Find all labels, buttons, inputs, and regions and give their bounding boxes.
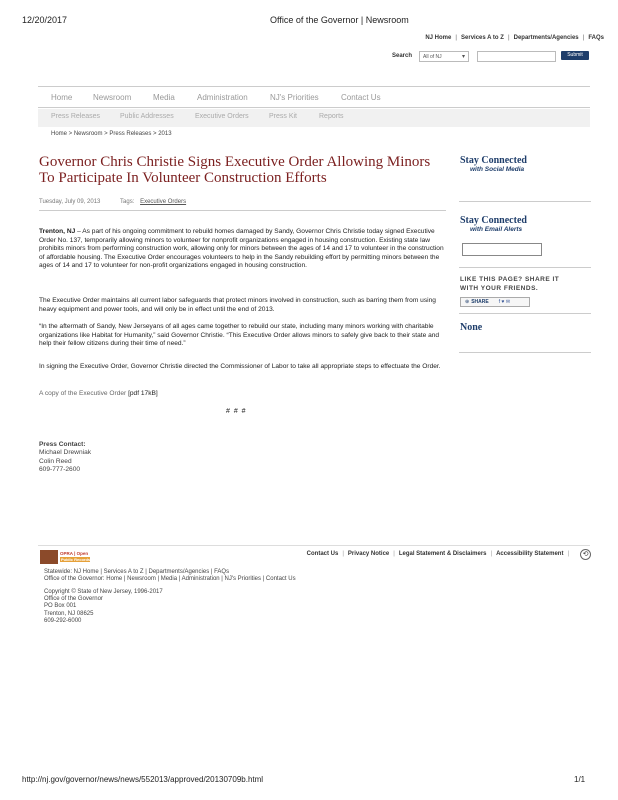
email-alerts-link[interactable]: with Email Alerts xyxy=(470,226,523,233)
opra-logo[interactable] xyxy=(40,550,98,564)
sidebar-divider xyxy=(459,201,591,202)
none-title: None xyxy=(460,322,483,333)
opra-logo-mark xyxy=(40,550,58,564)
office-links[interactable]: Office of the Governor: Home | Newsroom | Media | Administration | NJ's Priorities | Contact Us xyxy=(44,576,296,582)
search-label: Search xyxy=(392,53,413,59)
sidebar-divider xyxy=(459,267,591,268)
footer-link-privacy[interactable]: Privacy Notice xyxy=(347,551,390,557)
footer-address xyxy=(44,589,163,625)
print-page-number: 1/1 xyxy=(574,775,586,784)
address-line: Trenton, NJ 08625 xyxy=(44,610,94,617)
search-scope-value: All of NJ xyxy=(423,54,442,60)
stay-connected-email-title: Stay Connected xyxy=(460,215,527,226)
statewide-links[interactable]: Statewide: NJ Home | Services A to Z | Departments/Agencies | FAQs xyxy=(44,569,230,575)
top-link-departments[interactable]: Departments/Agencies xyxy=(513,35,579,41)
chevron-down-icon: ▾ xyxy=(461,54,465,60)
press-contact xyxy=(39,441,91,475)
social-media-link[interactable]: with Social Media xyxy=(470,166,525,173)
subnav-item-press-kit[interactable]: Press Kit xyxy=(269,113,298,120)
pdf-size: [pdf 17kB] xyxy=(128,390,158,397)
print-url: http://nj.gov/governor/news/news/552013/approved/20130709b.html xyxy=(22,775,264,784)
dateline: Trenton, NJ xyxy=(39,228,76,235)
press-contact-name: Colin Reed xyxy=(39,457,72,465)
search-submit-button[interactable]: Submit xyxy=(561,51,589,60)
print-title: Office of the Governor | Newsroom xyxy=(270,15,409,25)
top-link-services[interactable]: Services A to Z xyxy=(461,35,504,41)
tags-label: Tags: xyxy=(120,199,135,205)
doc-link-text[interactable]: A copy of the Executive Order xyxy=(39,390,129,397)
nav-item-contact[interactable]: Contact Us xyxy=(341,93,381,102)
address-line: PO Box 001 xyxy=(44,603,77,610)
footer-link-legal[interactable]: Legal Statement & Disclaimers xyxy=(398,551,487,557)
page-title: Governor Chris Christie Signs Executive Order Allowing Minors To Participate In Volunteer Construction Efforts xyxy=(39,154,431,186)
article-paragraph-2: The Executive Order maintains all current labor safeguards that protect minors involved in construction, such as barring them from using heavy equipment and power tools, and will only be in effect until the end of 2013. xyxy=(39,297,436,313)
sub-nav xyxy=(38,109,590,127)
translate-icon[interactable]: ⟲ xyxy=(580,549,591,560)
footer-link-accessibility[interactable]: Accessibility Statement xyxy=(496,551,564,557)
article-date: Tuesday, July 09, 2013 xyxy=(39,199,101,205)
stay-connected-social-title: Stay Connected xyxy=(460,155,527,166)
breadcrumb[interactable]: Home > Newsroom > Press Releases > 2013 xyxy=(51,131,172,137)
divider xyxy=(39,210,446,211)
nav-item-administration[interactable]: Administration xyxy=(197,93,248,102)
share-icon: ⊕ xyxy=(465,299,470,305)
article-meta xyxy=(39,199,186,205)
footer-link-contact[interactable]: Contact Us xyxy=(306,551,339,557)
nav-item-media[interactable]: Media xyxy=(153,93,175,102)
top-links: NJ Home | Services A to Z | Departments/Agencies | FAQs xyxy=(425,35,604,41)
print-date: 12/20/2017 xyxy=(22,15,68,25)
footer-links: Contact Us | Privacy Notice | Legal Statement & Disclaimers | Accessibility Statement | xyxy=(306,551,569,557)
end-mark: # # # xyxy=(226,408,247,415)
top-link-faqs[interactable]: FAQs xyxy=(588,35,604,41)
main-nav xyxy=(38,86,590,108)
subnav-item-public-addresses[interactable]: Public Addresses xyxy=(120,113,174,120)
copyright: Copyright © State of New Jersey, 1996-2017 xyxy=(44,589,163,595)
footer-divider xyxy=(38,545,590,546)
email-field[interactable] xyxy=(462,243,542,256)
article-paragraph-4: In signing the Executive Order, Governor Christie directed the Commissioner of Labor to take all appropriate steps to effectuate the Order. xyxy=(39,363,441,370)
press-contact-label: Press Contact: xyxy=(39,441,86,448)
top-link-nj-home[interactable]: NJ Home xyxy=(425,35,452,41)
paragraph-1-text: – As part of his ongoing commitment to rebuild homes damaged by Sandy, Governor Chris Christie today signed Executive Order No. 137, temporarily allowing minors to volunteer for nonprofit organizations engaged in housing construction. Existing state law prohibits minors from performing construction work, allowing only for minors between the ages of 14 and 17 to volunteer in the construction of affordable housing. The Executive Order encourages volunteers to help in the Sandy rebuilding effort by permitting minors between the ages of 14 and 17 to volunteer for non-profit organizations engaged in housing construction. xyxy=(39,228,444,270)
nav-item-home[interactable]: Home xyxy=(51,93,73,102)
phone-number: 609-292-6000 xyxy=(44,617,82,624)
press-contact-phone: 609-777-2600 xyxy=(39,466,81,474)
share-button[interactable] xyxy=(460,297,530,307)
subnav-item-reports[interactable]: Reports xyxy=(319,113,344,120)
article-paragraph-3: “In the aftermath of Sandy, New Jerseyans of all ages came together to rebuild our state, including many minors working with charitable organizations like Habitat for Humanity,” said Governor Christie. “This Executive Order allows minors to safely give back to their state and help their fellow citizens during their time of need.” xyxy=(39,323,440,348)
opra-logo-subtext: Public Records Act xyxy=(61,557,98,562)
subnav-item-press-releases[interactable]: Press Releases xyxy=(51,113,101,120)
tag-link[interactable]: Executive Orders xyxy=(140,199,187,205)
share-prompt: LIKE THIS PAGE? SHARE IT WITH YOUR FRIENDS. xyxy=(460,276,560,292)
nav-item-priorities[interactable]: NJ's Priorities xyxy=(270,93,319,102)
address-line: Office of the Governor xyxy=(44,596,103,603)
sidebar-divider xyxy=(459,352,591,353)
executive-order-link[interactable] xyxy=(39,390,158,397)
sidebar-divider xyxy=(459,313,591,314)
share-label: SHARE xyxy=(471,299,489,305)
search-scope-select[interactable] xyxy=(419,51,469,62)
search-input[interactable] xyxy=(477,51,556,62)
nav-item-newsroom[interactable]: Newsroom xyxy=(93,93,132,102)
press-contact-name: Michael Drewniak xyxy=(39,449,92,457)
opra-logo-text: OPRA | Open xyxy=(60,551,89,556)
social-icons: f ♥ ✉ xyxy=(498,299,511,305)
subnav-item-executive-orders[interactable]: Executive Orders xyxy=(195,113,249,120)
article-paragraph-1 xyxy=(39,228,449,271)
